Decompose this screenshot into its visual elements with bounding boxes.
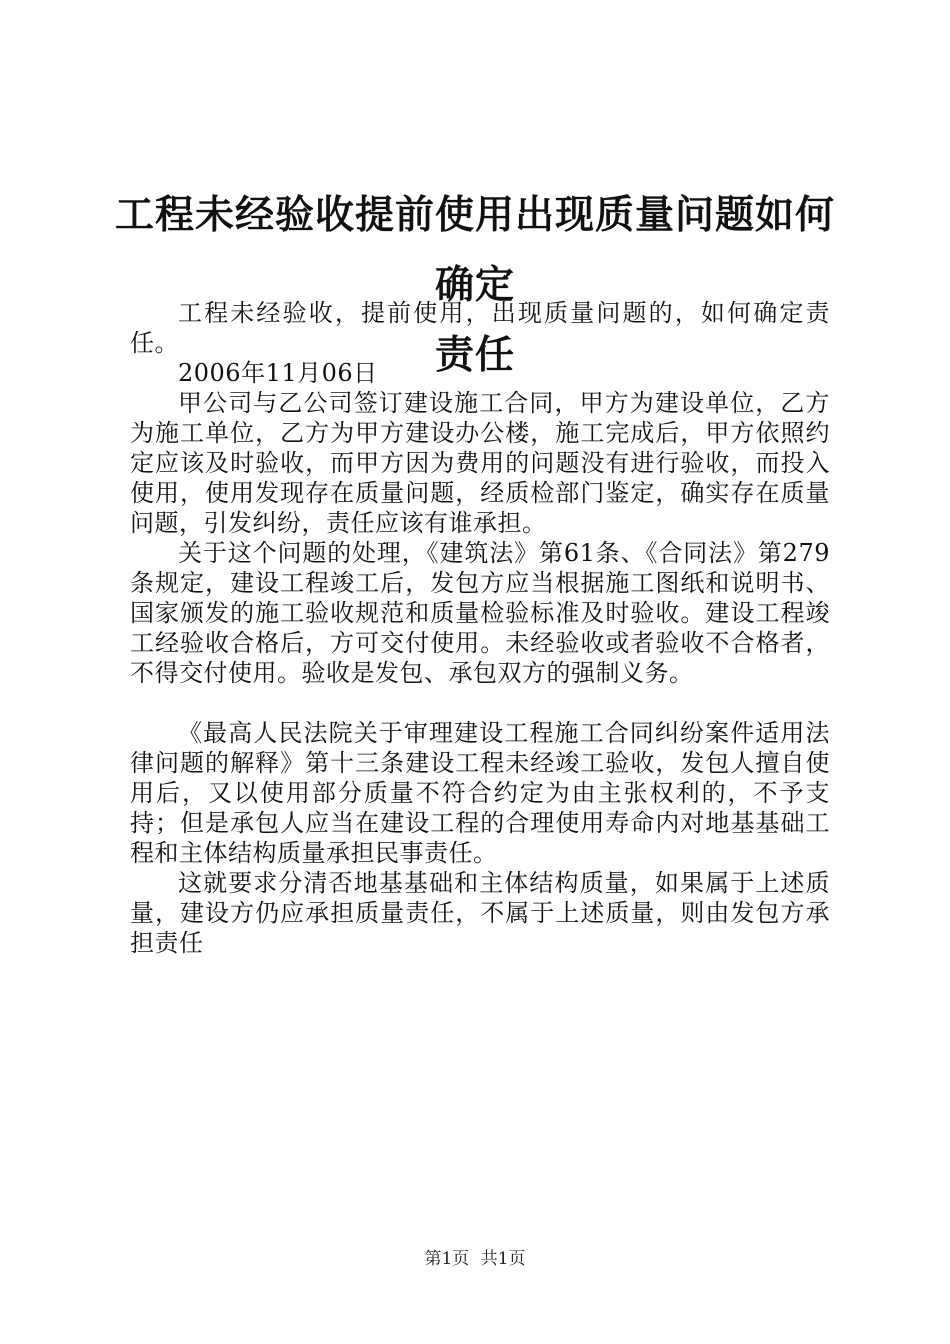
title-line-2: 责任: [434, 332, 515, 378]
title-line-1: 工程未经验收提前使用出现质量问题如何确定: [114, 192, 835, 308]
paragraph-date: 2006年11月06日: [178, 359, 378, 387]
document-body: [130, 298, 830, 958]
paragraph-conclusion: 这就要求分清否地基基础和主体结构质量，如果属于上述质量，建设方仍应承担质量责任，不属于上述质量，则由发包方承担责任: [130, 869, 830, 957]
paragraph-case: 甲公司与乙公司签订建设施工合同，甲方为建设单位，乙方为施工单位，乙方为甲方建设办公楼，施工完成后，甲方依照约定应该及时验收，而甲方因为费用的问题没有进行验收，而投入使用，使用发现存在质量问题，经质检部门鉴定，确实存在质量问题，引发纠纷，责任应该有谁承担。: [130, 389, 830, 537]
page-number: 第1页: [424, 1249, 470, 1269]
paragraph-intro: 工程未经验收，提前使用，出现质量问题的，如何确定责任。: [130, 299, 830, 357]
paragraph-interpretation: 《最高人民法院关于审理建设工程施工合同纠纷案件适用法律问题的解释》第十三条建设工程未经竣工验收，发包人擅自使用后，又以使用部分质量不符合约定为由主张权利的，不予支持；但是承包人应当在建设工程的合理使用寿命内对地基基础工程和主体结构质量承担民事责任。: [130, 719, 830, 867]
page-total: 共1页: [480, 1249, 526, 1269]
paragraph-law: 关于这个问题的处理，《建筑法》第61条、《合同法》第279条规定，建设工程竣工后，发包方应当根据施工图纸和说明书、国家颁发的施工验收规范和质量检验标准及时验收。建设工程竣工经验收合格后，方可交付使用。未经验收或者验收不合格者，不得交付使用。验收是发包、承包双方的强制义务。: [130, 539, 830, 687]
page-footer: [0, 1244, 950, 1269]
